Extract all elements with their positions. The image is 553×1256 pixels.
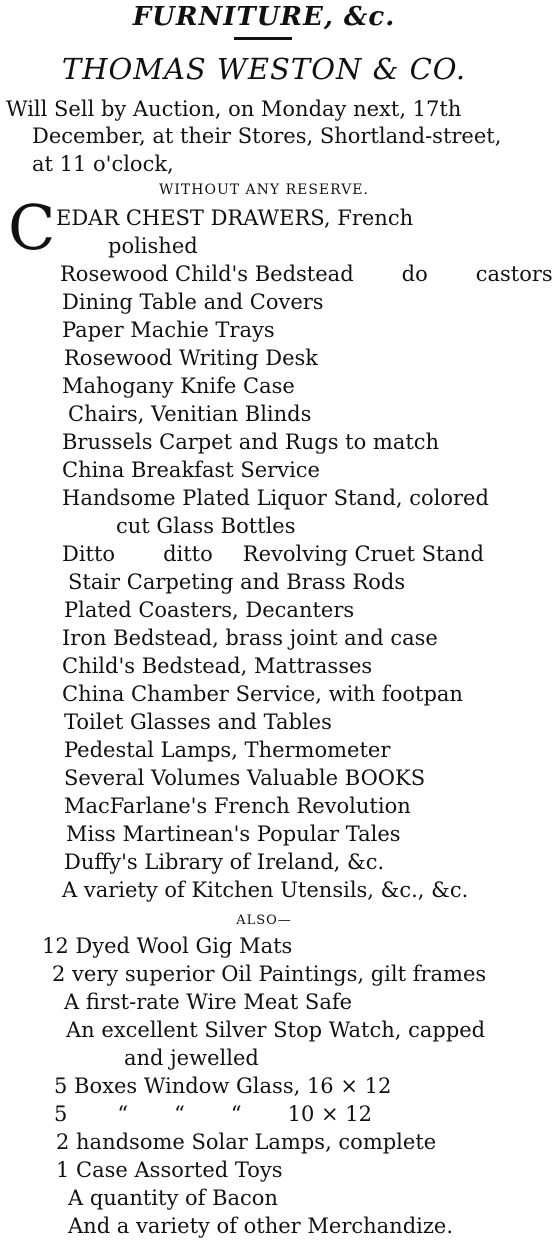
list-item: 2 handsome Solar Lamps, complete — [56, 1130, 437, 1154]
list-item — [60, 262, 553, 286]
list-item: 2 very superior Oil Paintings, gilt frames — [52, 962, 487, 986]
advertisement-heading: FURNITURE, &c. — [132, 2, 396, 32]
intro-line: Will Sell by Auction, on Monday next, 17th — [6, 97, 462, 121]
list-item: cut Glass Bottles — [116, 514, 296, 538]
list-item: EDAR CHEST DRAWERS, French — [56, 206, 414, 230]
list-item-text: 5 — [54, 1102, 68, 1126]
ditto-mark: “ — [117, 1102, 129, 1126]
list-item: Several Volumes Valuable BOOKS — [64, 766, 426, 790]
list-item-text: Revolving Cruet Stand — [242, 542, 484, 566]
list-item: polished — [108, 234, 198, 258]
list-item: 5 Boxes Window Glass, 16 × 12 — [54, 1074, 392, 1098]
list-item: Stair Carpeting and Brass Rods — [68, 570, 406, 594]
list-item: MacFarlane's French Revolution — [64, 794, 411, 818]
list-item: A variety of Kitchen Utensils, &c., &c. — [62, 878, 469, 902]
reserve-notice: WITHOUT ANY RESERVE. — [159, 182, 369, 198]
list-item: and jewelled — [124, 1046, 259, 1070]
list-item-text: 10 × 12 — [287, 1102, 373, 1126]
list-item: Toilet Glasses and Tables — [64, 710, 332, 734]
list-item: Paper Machie Trays — [62, 318, 275, 342]
ditto-mark: “ — [230, 1102, 242, 1126]
list-item: China Chamber Service, with footpan — [62, 682, 463, 706]
heading-rule — [234, 37, 292, 40]
list-item: Duffy's Library of Ireland, &c. — [64, 850, 385, 874]
list-item: China Breakfast Service — [62, 458, 320, 482]
list-item: Child's Bedstead, Mattrasses — [62, 654, 373, 678]
list-item-text: ditto — [163, 542, 213, 566]
list-item: Handsome Plated Liquor Stand, colored — [62, 486, 489, 510]
list-item: Pedestal Lamps, Thermometer — [64, 738, 391, 762]
list-item-text: do — [401, 262, 428, 286]
also-divider: ALSO— — [236, 913, 292, 928]
intro-line: at 11 o'clock, — [32, 152, 174, 176]
list-item: An excellent Silver Stop Watch, capped — [66, 1018, 486, 1042]
list-item: Miss Martinean's Popular Tales — [66, 822, 401, 846]
list-item: Rosewood Writing Desk — [64, 346, 318, 370]
list-item: Plated Coasters, Decanters — [64, 598, 355, 622]
list-item: And a variety of other Merchandize. — [68, 1214, 454, 1238]
list-item: A quantity of Bacon — [68, 1186, 278, 1210]
list-item-text: Ditto — [62, 542, 116, 566]
list-item: 1 Case Assorted Toys — [56, 1158, 283, 1182]
list-item: Iron Bedstead, brass joint and case — [62, 626, 438, 650]
list-item: Mahogany Knife Case — [62, 374, 295, 398]
list-item: Brussels Carpet and Rugs to match — [62, 430, 440, 454]
list-item-text: Rosewood Child's Bedstead — [60, 262, 354, 286]
list-item: Dining Table and Covers — [62, 290, 324, 314]
drop-cap: C — [8, 191, 56, 264]
list-item — [62, 542, 484, 566]
list-item: Chairs, Venitian Blinds — [68, 402, 312, 426]
list-item: 12 Dyed Wool Gig Mats — [42, 934, 293, 958]
auctioneer-name: THOMAS WESTON & CO. — [61, 52, 467, 86]
list-item: A first-rate Wire Meat Safe — [64, 990, 353, 1014]
ditto-mark: “ — [174, 1102, 185, 1126]
list-item-text: castors — [475, 262, 553, 286]
list-item — [54, 1102, 372, 1126]
intro-line: December, at their Stores, Shortland-street, — [32, 124, 502, 148]
